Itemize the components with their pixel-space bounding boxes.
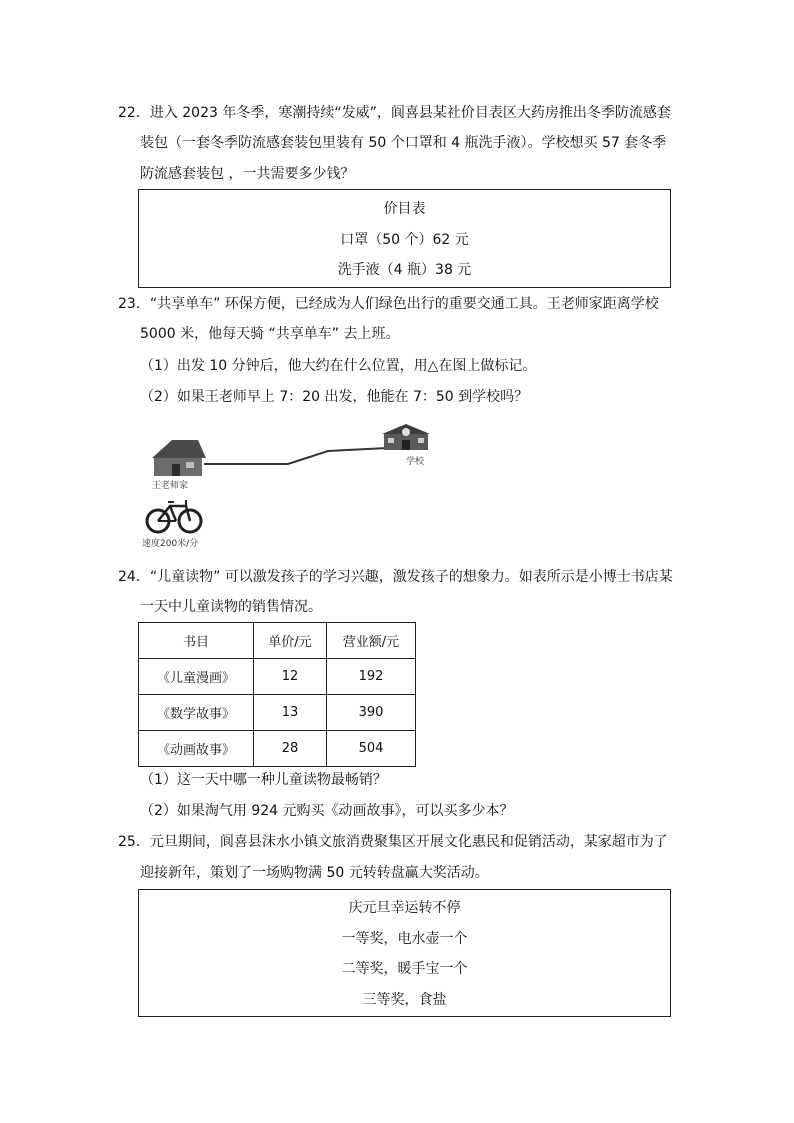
school-icon bbox=[382, 424, 430, 450]
price-list-item-mask: 口罩（50 个）62 元 bbox=[340, 232, 469, 248]
table-header-revenue: 营业额/元 bbox=[327, 623, 416, 659]
table-cell: 504 bbox=[327, 731, 416, 767]
house-icon bbox=[152, 440, 206, 476]
school-label: 学校 bbox=[406, 457, 425, 467]
table-cell: 12 bbox=[254, 659, 327, 695]
sales-table bbox=[138, 622, 416, 767]
speed-label: 速度200米/分 bbox=[142, 539, 199, 549]
q22-line-1: 22．进入 2023 年冬季，寒潮持续“发威”，阆喜县某社价目表区大药房推出冬季防流感套 bbox=[118, 105, 671, 121]
prize-first: 一等奖，电水壶一个 bbox=[341, 931, 468, 947]
table-row bbox=[139, 731, 416, 767]
price-list-item-handwash: 洗手液（4 瓶）38 元 bbox=[337, 262, 472, 278]
q23-sub-2: （2）如果王老师早上 7：20 出发，他能在 7：50 到学校吗？ bbox=[140, 389, 529, 405]
prize-third: 三等奖，食盐 bbox=[362, 992, 447, 1008]
q23-sub-1: （1）出发 10 分钟后，他大约在什么位置，用△在图上做标记。 bbox=[140, 358, 537, 374]
table-header-price: 单价/元 bbox=[254, 623, 327, 659]
table-cell: 《动画故事》 bbox=[139, 731, 254, 767]
table-cell: 13 bbox=[254, 695, 327, 731]
q25-line-2: 迎接新年，策划了一场购物满 50 元转转盘赢大奖活动。 bbox=[140, 865, 489, 881]
q24-line-2: 一天中儿童读物的销售情况。 bbox=[140, 599, 322, 615]
q23-line-2: 5000 米，他每天骑 “共享单车” 去上班。 bbox=[140, 326, 400, 342]
route-line bbox=[204, 448, 388, 464]
prize-second: 二等奖，暖手宝一个 bbox=[341, 961, 468, 977]
bicycle-icon bbox=[147, 500, 201, 532]
price-list-title: 价目表 bbox=[383, 201, 426, 217]
table-header-row bbox=[139, 623, 416, 659]
route-figure bbox=[138, 418, 448, 550]
table-cell: 《儿童漫画》 bbox=[139, 659, 254, 695]
q22-line-3: 防流感套装包 ，一共需要多少钱？ bbox=[140, 166, 355, 182]
prize-box bbox=[138, 889, 671, 1017]
price-list-box bbox=[138, 189, 671, 288]
q23-line-1: 23．“共享单车” 环保方便，已经成为人们绿色出行的重要交通工具。王老师家距离学校 bbox=[118, 296, 659, 312]
table-row bbox=[139, 659, 416, 695]
table-cell: 28 bbox=[254, 731, 327, 767]
q24-sub-2: （2）如果淘气用 924 元购买《动画故事》，可以买多少本？ bbox=[140, 803, 514, 819]
table-cell: 390 bbox=[327, 695, 416, 731]
table-cell: 192 bbox=[327, 659, 416, 695]
table-row bbox=[139, 695, 416, 731]
table-header-title: 书目 bbox=[139, 623, 254, 659]
q24-sub-1: （1）这一天中哪一种儿童读物最畅销？ bbox=[140, 772, 387, 788]
prize-box-title: 庆元旦幸运转不停 bbox=[348, 900, 461, 916]
home-label: 王老师家 bbox=[152, 481, 189, 491]
q25-line-1: 25．元旦期间，阆喜县沫水小镇文旅消费聚集区开展文化惠民和促销活动，某家超市为了 bbox=[118, 834, 668, 850]
q22-line-2: 装包（一套冬季防流感套装包里装有 50 个口罩和 4 瓶洗手液）。学校想买 57 套冬季 bbox=[140, 135, 667, 151]
q24-line-1: 24．“儿童读物” 可以激发孩子的学习兴趣，激发孩子的想象力。如表所示是小博士书店某 bbox=[118, 569, 673, 585]
table-cell: 《数学故事》 bbox=[139, 695, 254, 731]
